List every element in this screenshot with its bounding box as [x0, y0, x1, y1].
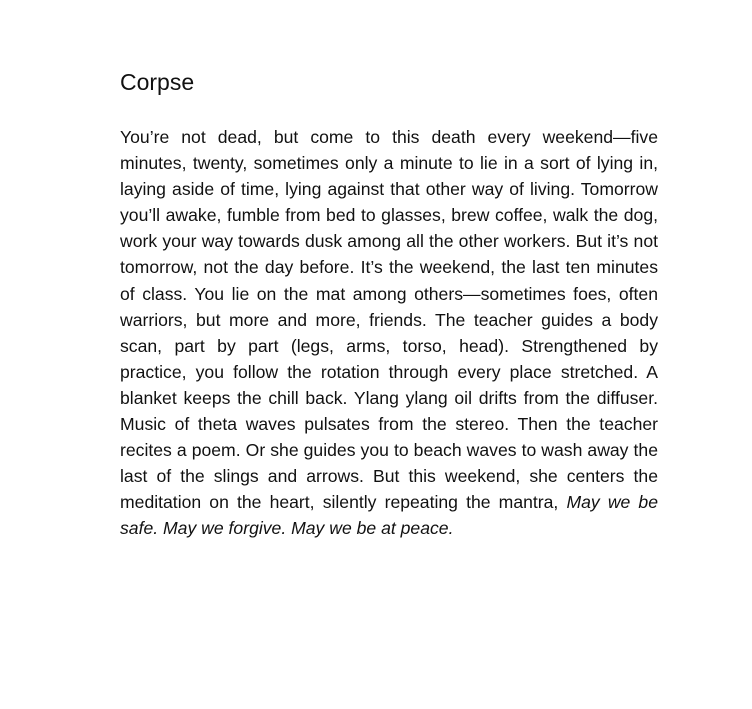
- body-paragraph: [120, 124, 658, 542]
- mantra-text: May we be safe. May we forgive. May we be at peace.: [120, 492, 659, 539]
- paragraph-text: You’re not dead, but come to this death every weekend—five minutes, twenty, sometimes only a minute to lie in a sort of lying in, laying aside of time, lying against that other way of living. Tomorrow you’ll awake, fumble from bed to glasses, brew coffee, walk the dog, work your way towards dusk among all the other workers. But it’s not tomorrow, not the day before. It’s the weekend, the last ten minutes of class. You lie on the mat among others—sometimes foes, often warriors, but more and more, friends. The teacher guides a body scan, part by part (legs, arms, torso, head). Strengthened by practice, you follow the rotation through every place stretched. A blanket keeps the chill back. Ylang ylang oil drifts from the diffuser. Music of theta waves pulsates from the stereo. Then the teacher recites a poem. Or she guides you to beach waves to wash away the last of the slings and arrows. But this weekend, she centers the meditation on the heart, silently repeating the mantra,: [120, 127, 658, 513]
- document-title: Corpse: [120, 69, 195, 95]
